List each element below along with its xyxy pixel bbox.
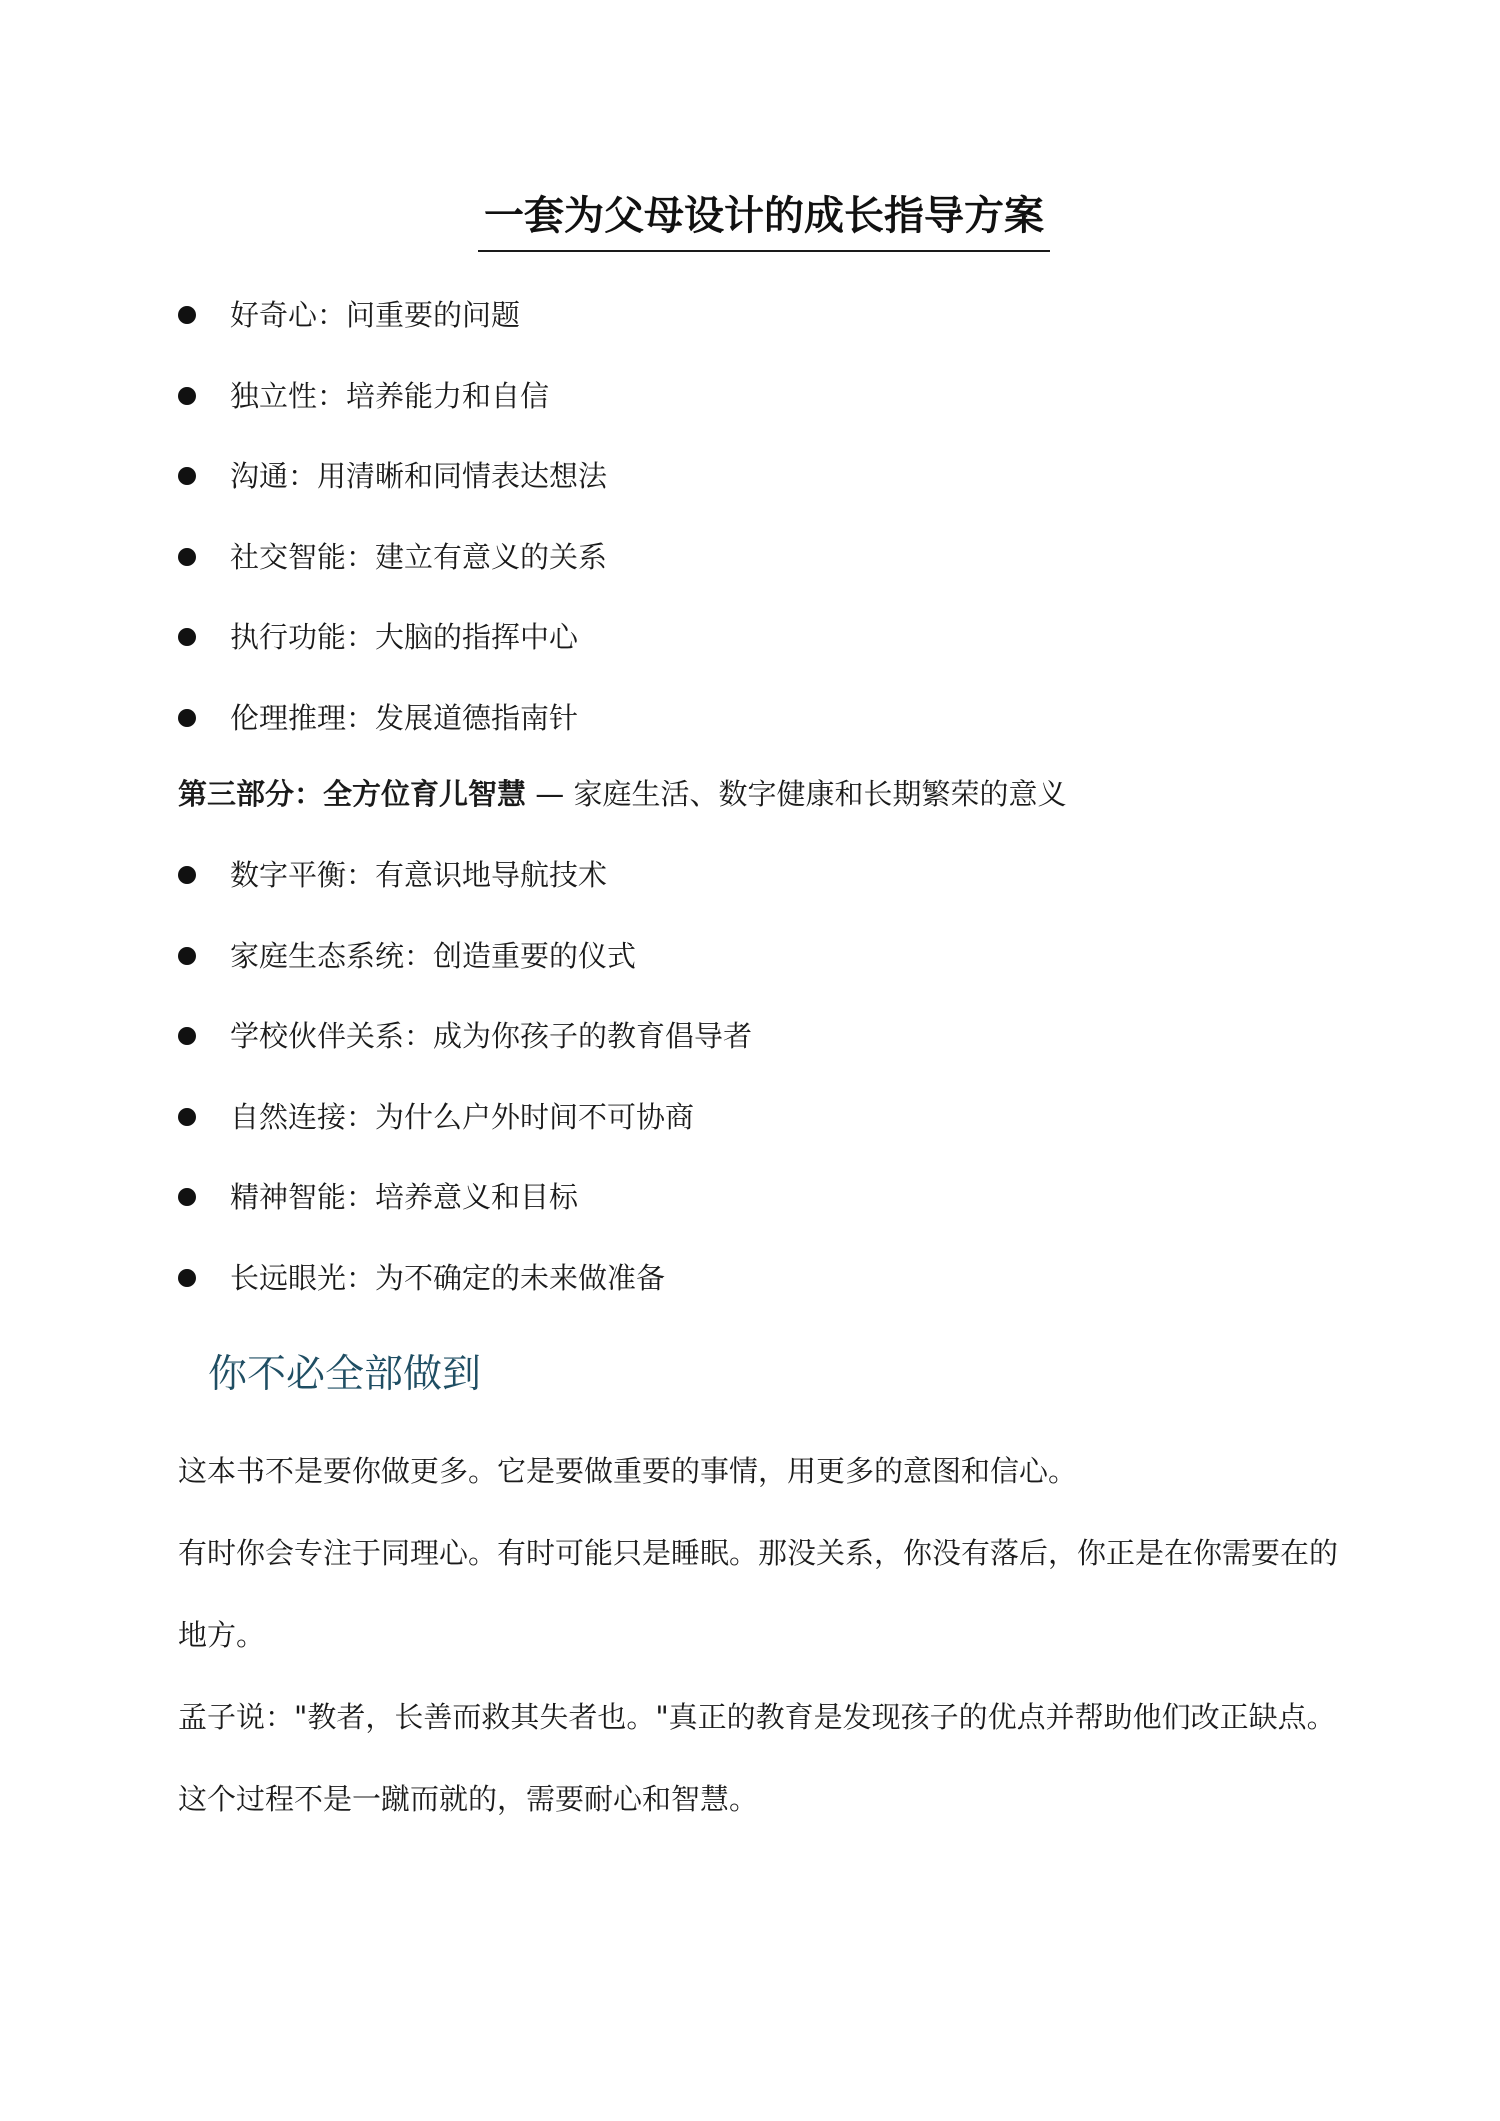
bullet-icon	[178, 709, 196, 727]
bullet-icon	[178, 1108, 196, 1126]
list-item	[178, 369, 607, 450]
list-item-text: 学校伙伴关系：成为你孩子的教育倡导者	[230, 1019, 753, 1053]
list-item	[178, 1090, 752, 1171]
list-item-text: 好奇心：问重要的问题	[230, 298, 521, 332]
section-three-heading	[178, 767, 1066, 821]
wisdom-list	[178, 848, 752, 1331]
section-three-description: 家庭生活、数字健康和长期繁荣的意义	[573, 777, 1067, 811]
list-item-text: 数字平衡：有意识地导航技术	[230, 858, 608, 892]
list-item-text: 家庭生态系统：创造重要的仪式	[230, 938, 637, 973]
list-item-text: 沟通：用清晰和同情表达想法	[230, 459, 608, 493]
bullet-icon	[178, 548, 196, 566]
list-item-text: 独立性：培养能力和自信	[230, 378, 550, 413]
bullet-icon	[178, 1269, 196, 1287]
list-item	[178, 691, 607, 772]
paragraph: 孟子说："教者，长善而救其失者也。"真正的教育是发现孩子的优点并帮助他们改正缺点。这个过程不是一蹴而就的，需要耐心和智慧。	[178, 1700, 1336, 1816]
bullet-icon	[178, 306, 196, 324]
list-item	[178, 449, 607, 530]
list-item-text: 长远眼光：为不确定的未来做准备	[230, 1260, 666, 1295]
list-item	[178, 288, 607, 369]
bullet-icon	[178, 467, 196, 485]
list-item	[178, 929, 752, 1010]
list-item-text: 执行功能：大脑的指挥中心	[230, 620, 579, 654]
document-title: 一套为父母设计的成长指导方案	[478, 188, 1050, 252]
bullet-icon	[178, 628, 196, 646]
list-item-text: 自然连接：为什么户外时间不可协商	[230, 1099, 695, 1134]
list-item	[178, 848, 752, 929]
paragraph: 有时你会专注于同理心。有时可能只是睡眠。那没关系，你没有落后，你正是在你需要在的地方。	[178, 1536, 1339, 1652]
bullet-icon	[178, 387, 196, 405]
list-item-text: 伦理推理：发展道德指南针	[230, 700, 579, 735]
bullet-icon	[178, 947, 196, 965]
bullet-icon	[178, 1027, 196, 1045]
paragraph: 这本书不是要你做更多。它是要做重要的事情，用更多的意图和信心。	[178, 1454, 1078, 1488]
list-item-text: 社交智能：建立有意义的关系	[230, 539, 608, 574]
list-item	[178, 1009, 752, 1090]
section-three-label: 第三部分：全方位育儿智慧	[178, 777, 527, 811]
section-three-dash: —	[526, 777, 574, 811]
bullet-icon	[178, 1188, 196, 1206]
list-item	[178, 610, 607, 691]
list-item	[178, 1251, 752, 1332]
subheading: 你不必全部做到	[208, 1352, 482, 1397]
skills-list	[178, 288, 607, 771]
list-item	[178, 1170, 752, 1251]
list-item-text: 精神智能：培养意义和目标	[230, 1180, 579, 1214]
bullet-icon	[178, 866, 196, 884]
list-item	[178, 530, 607, 611]
